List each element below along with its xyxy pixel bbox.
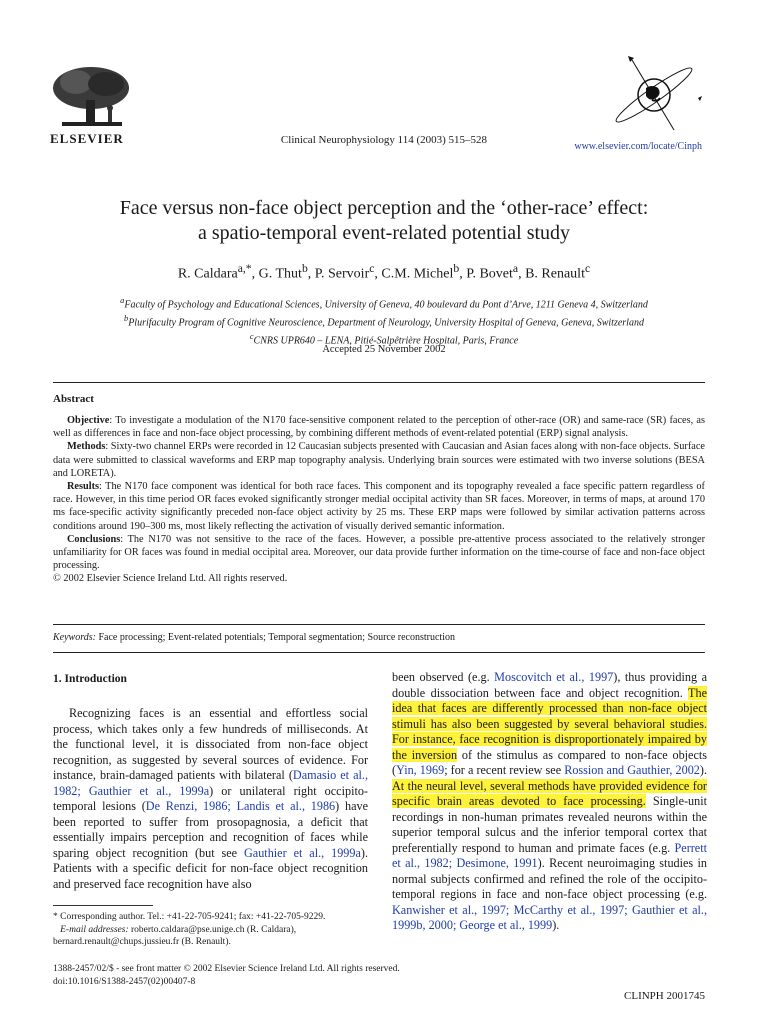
elsevier-tree-logo: [48, 64, 134, 130]
title-line-1: Face versus non-face object perception and the ‘other-race’ effect:: [119, 197, 649, 219]
citation-link[interactable]: Perrett et al., 1982; Desimone, 1991: [392, 840, 707, 870]
author: C.M. Michel: [381, 266, 454, 282]
author: P. Servoir: [314, 266, 370, 282]
email-line: [53, 924, 373, 937]
divider: [53, 382, 705, 383]
conclusions-label: Conclusions: [67, 533, 121, 545]
body-text: ) have been reported to suffer from prosopagnosia, a deficit that essentially impairs perception and recognition of faces while sparing object recognition (but see: [53, 799, 368, 860]
body-text: ), thus providing a double dissociation between face and object recognition.: [392, 670, 707, 700]
affiliation: [40, 294, 728, 312]
citation-link[interactable]: Moscovitch et al., 1997: [494, 670, 614, 684]
body-text: Recognizing faces is an essential and effortless social process, which takes only a few hundreds of milliseconds. At the functional level, it is dissociated from non-face object recognition, as suggested by several sources of evidence. For instance, brain-damaged patients with bilateral (: [53, 706, 368, 782]
affiliation-text: CNRS UPR640 – LENA, Pitié-Salpêtrière Hospital, Paris, France: [253, 334, 519, 346]
journal-url-link[interactable]: www.elsevier.com/locate/Cinph: [574, 141, 702, 152]
corresponding-author: * Corresponding author. Tel.: +41-22-705-9241; fax: +41-22-705-9229.: [53, 912, 326, 922]
affiliation: [40, 312, 728, 330]
affiliation-sup: b: [124, 313, 129, 323]
citation-link[interactable]: Damasio et al., 1982; Gauthier et al., 1999a: [53, 768, 369, 798]
methods-text: : Sixty-two channel ERPs were recorded in 12 Caucasian subjects presented with Caucasian and Asian faces along with non-face objects. Surface data were submitted to classical waveforms and ERP map topography analysis. Underlying brain sources were estimated with two inverse solutions (BESA and LORETA).: [53, 441, 705, 479]
affiliation-text: Faculty of Psychology and Educational Sciences, University of Geneva, 40 boulevard du Pont d’Arve, 1211 Geneva 4, Switzerland: [124, 299, 648, 311]
abstract-copyright: © 2002 Elsevier Science Ireland Ltd. All rights reserved.: [53, 573, 288, 585]
affiliation-text: Plurifaculty Program of Cognitive Neuroscience, Department of Neurology, University Hospital of Geneva, Geneva, Switzerland: [128, 317, 644, 329]
body-text: Single-unit recordings in non-human primates revealed neurons within the superior temporal sulcus and the inferior temporal cortex that preferentially respond to human and primate faces (e.g.: [392, 794, 707, 855]
affiliations: [40, 294, 728, 347]
abstract-body: [53, 414, 705, 586]
affiliation-sup: a: [120, 296, 125, 305]
author: G. Thut: [258, 266, 302, 282]
author-sup: b: [301, 262, 308, 275]
section-heading: 1. Introduction: [53, 673, 127, 685]
abstract-heading: Abstract: [53, 393, 94, 405]
affiliation-sup: c: [249, 331, 254, 341]
publisher-name: ELSEVIER: [50, 131, 124, 146]
intro-right-column: [392, 670, 707, 934]
abstract-results: [53, 480, 705, 533]
citation-link[interactable]: Gauthier et al., 1999a: [244, 845, 361, 860]
body-text: ).: [552, 918, 560, 932]
body-text: ). Patients with a specific deficit for non-face object recognition and preserved face recognition have also: [53, 845, 369, 891]
results-text: : The N170 face component was identical for both race faces. This component and its topography revealed a face specific pattern regardless of race. However, in this time period OR faces evoked significantly stronger medial occipital activity than SR faces. Moreover, in terms of maps, at around 170 ms face-specific activity significantly preceded non-face object activity by 25 ms. These ERP maps were followed by similar activation patterns across conditions around 190–300 ms, most likely reflecting the activation of visually derived semantic information.: [53, 481, 705, 532]
keywords-text: Face processing; Event-related potentials; Temporal segmentation; Source reconstruction: [95, 632, 455, 643]
issn-line: 1388-2457/02/$ - see front matter © 2002 Elsevier Science Ireland Ltd. All rights reserved.: [53, 964, 400, 974]
journal-citation: Clinical Neurophysiology 114 (2003) 515–528: [280, 134, 488, 146]
body-text: ) or unilateral right occipito-temporal lesions (: [53, 783, 368, 813]
body-text: been observed (e.g.: [392, 670, 495, 684]
globe-logo-icon: [602, 52, 706, 138]
email-address[interactable]: bernard.renault@chups.jussieu.fr (B. Renault).: [53, 937, 231, 947]
front-matter-info: [53, 963, 400, 988]
objective-text: : To investigate a modulation of the N170 face-sensitive component related to the perception of other-race (OR) and same-race (SR) faces, as well as differences in face and non-face object processing, by combining different methods of event-related potential (ERP) signal analysis.: [53, 415, 705, 440]
body-text: of the stimulus as compared to non-face objects (: [392, 747, 707, 777]
author-list: R. Caldara$^{a,*}$, G. Thut$^b$, P. Servoir$^c$, C.M. Michel$^b$, P. Bovet$^a$, B. Renault$^c$: [177, 262, 591, 282]
highlighted-text[interactable]: At the neural level, several methods have provided evidence for specific brain areas devoted to face processing.: [392, 778, 707, 808]
abstract-methods: [53, 440, 705, 480]
intro-left-column: [53, 706, 368, 892]
footnote: [53, 911, 373, 949]
conclusions-text: : The N170 was not sensitive to the race of the faces. However, a possible pre-attentive process associated to the relatively stronger unfamiliarity for OR faces was found in medial occipital area. Moreover, our data provide further information on the time-course of face and non-face object processing.: [53, 533, 705, 572]
footnote-rule: [53, 905, 153, 906]
abstract-conclusions: [53, 533, 705, 573]
objective-label: Objective: [67, 415, 110, 426]
author-sup: c: [369, 262, 375, 275]
body-text: ). Recent neuroimaging studies in normal subjects confirmed and refined the role of the occipito-temporal regions in face and non-face object processing (e.g.: [392, 856, 707, 901]
methods-label: Methods: [67, 441, 106, 453]
citation-link[interactable]: Rossion and Gauthier, 2002: [564, 763, 700, 777]
email-label: E-mail addresses:: [60, 924, 129, 935]
title-line-2: a spatio-temporal event-related potential study: [197, 222, 571, 244]
article-title: [40, 196, 728, 246]
email-address[interactable]: roberto.caldara@pse.unige.ch (R. Caldara),: [128, 924, 297, 935]
author-sup: b: [453, 262, 460, 275]
divider: [53, 652, 705, 653]
keywords: [53, 632, 455, 643]
keywords-label: Keywords:: [53, 632, 96, 643]
divider: [53, 624, 705, 625]
author-sup: a,*: [237, 262, 252, 275]
highlighted-text[interactable]: The idea that faces are differently processed than non-face object stimuli has also been suggested by several behavioral studies. For instance, face recognition is disproportionately impaired by the inversion: [392, 685, 707, 762]
results-label: Results: [67, 481, 100, 493]
author: R. Caldara: [177, 266, 238, 282]
author: P. Bovet: [466, 266, 513, 282]
author-sup: a: [512, 262, 519, 275]
body-text: ).: [699, 763, 708, 777]
citation-link[interactable]: Kanwisher et al., 1997; McCarthy et al., 1997; Gauthier et al., 1999b, 2000; George et al., 1999: [392, 902, 707, 932]
doi-line: doi:10.1016/S1388-2457(02)00407-8: [53, 976, 196, 987]
citation-link[interactable]: Yin, 1969: [396, 763, 445, 777]
abstract-objective: [53, 414, 705, 440]
author-sup: c: [584, 262, 591, 275]
body-text: ; for a recent review see: [444, 763, 565, 777]
citation-link[interactable]: De Renzi, 1986; Landis et al., 1986: [145, 799, 336, 813]
article-code: CLINPH 2001745: [624, 990, 705, 1002]
accepted-date: Accepted 25 November 2002: [322, 344, 446, 355]
author: B. Renault: [525, 266, 585, 282]
